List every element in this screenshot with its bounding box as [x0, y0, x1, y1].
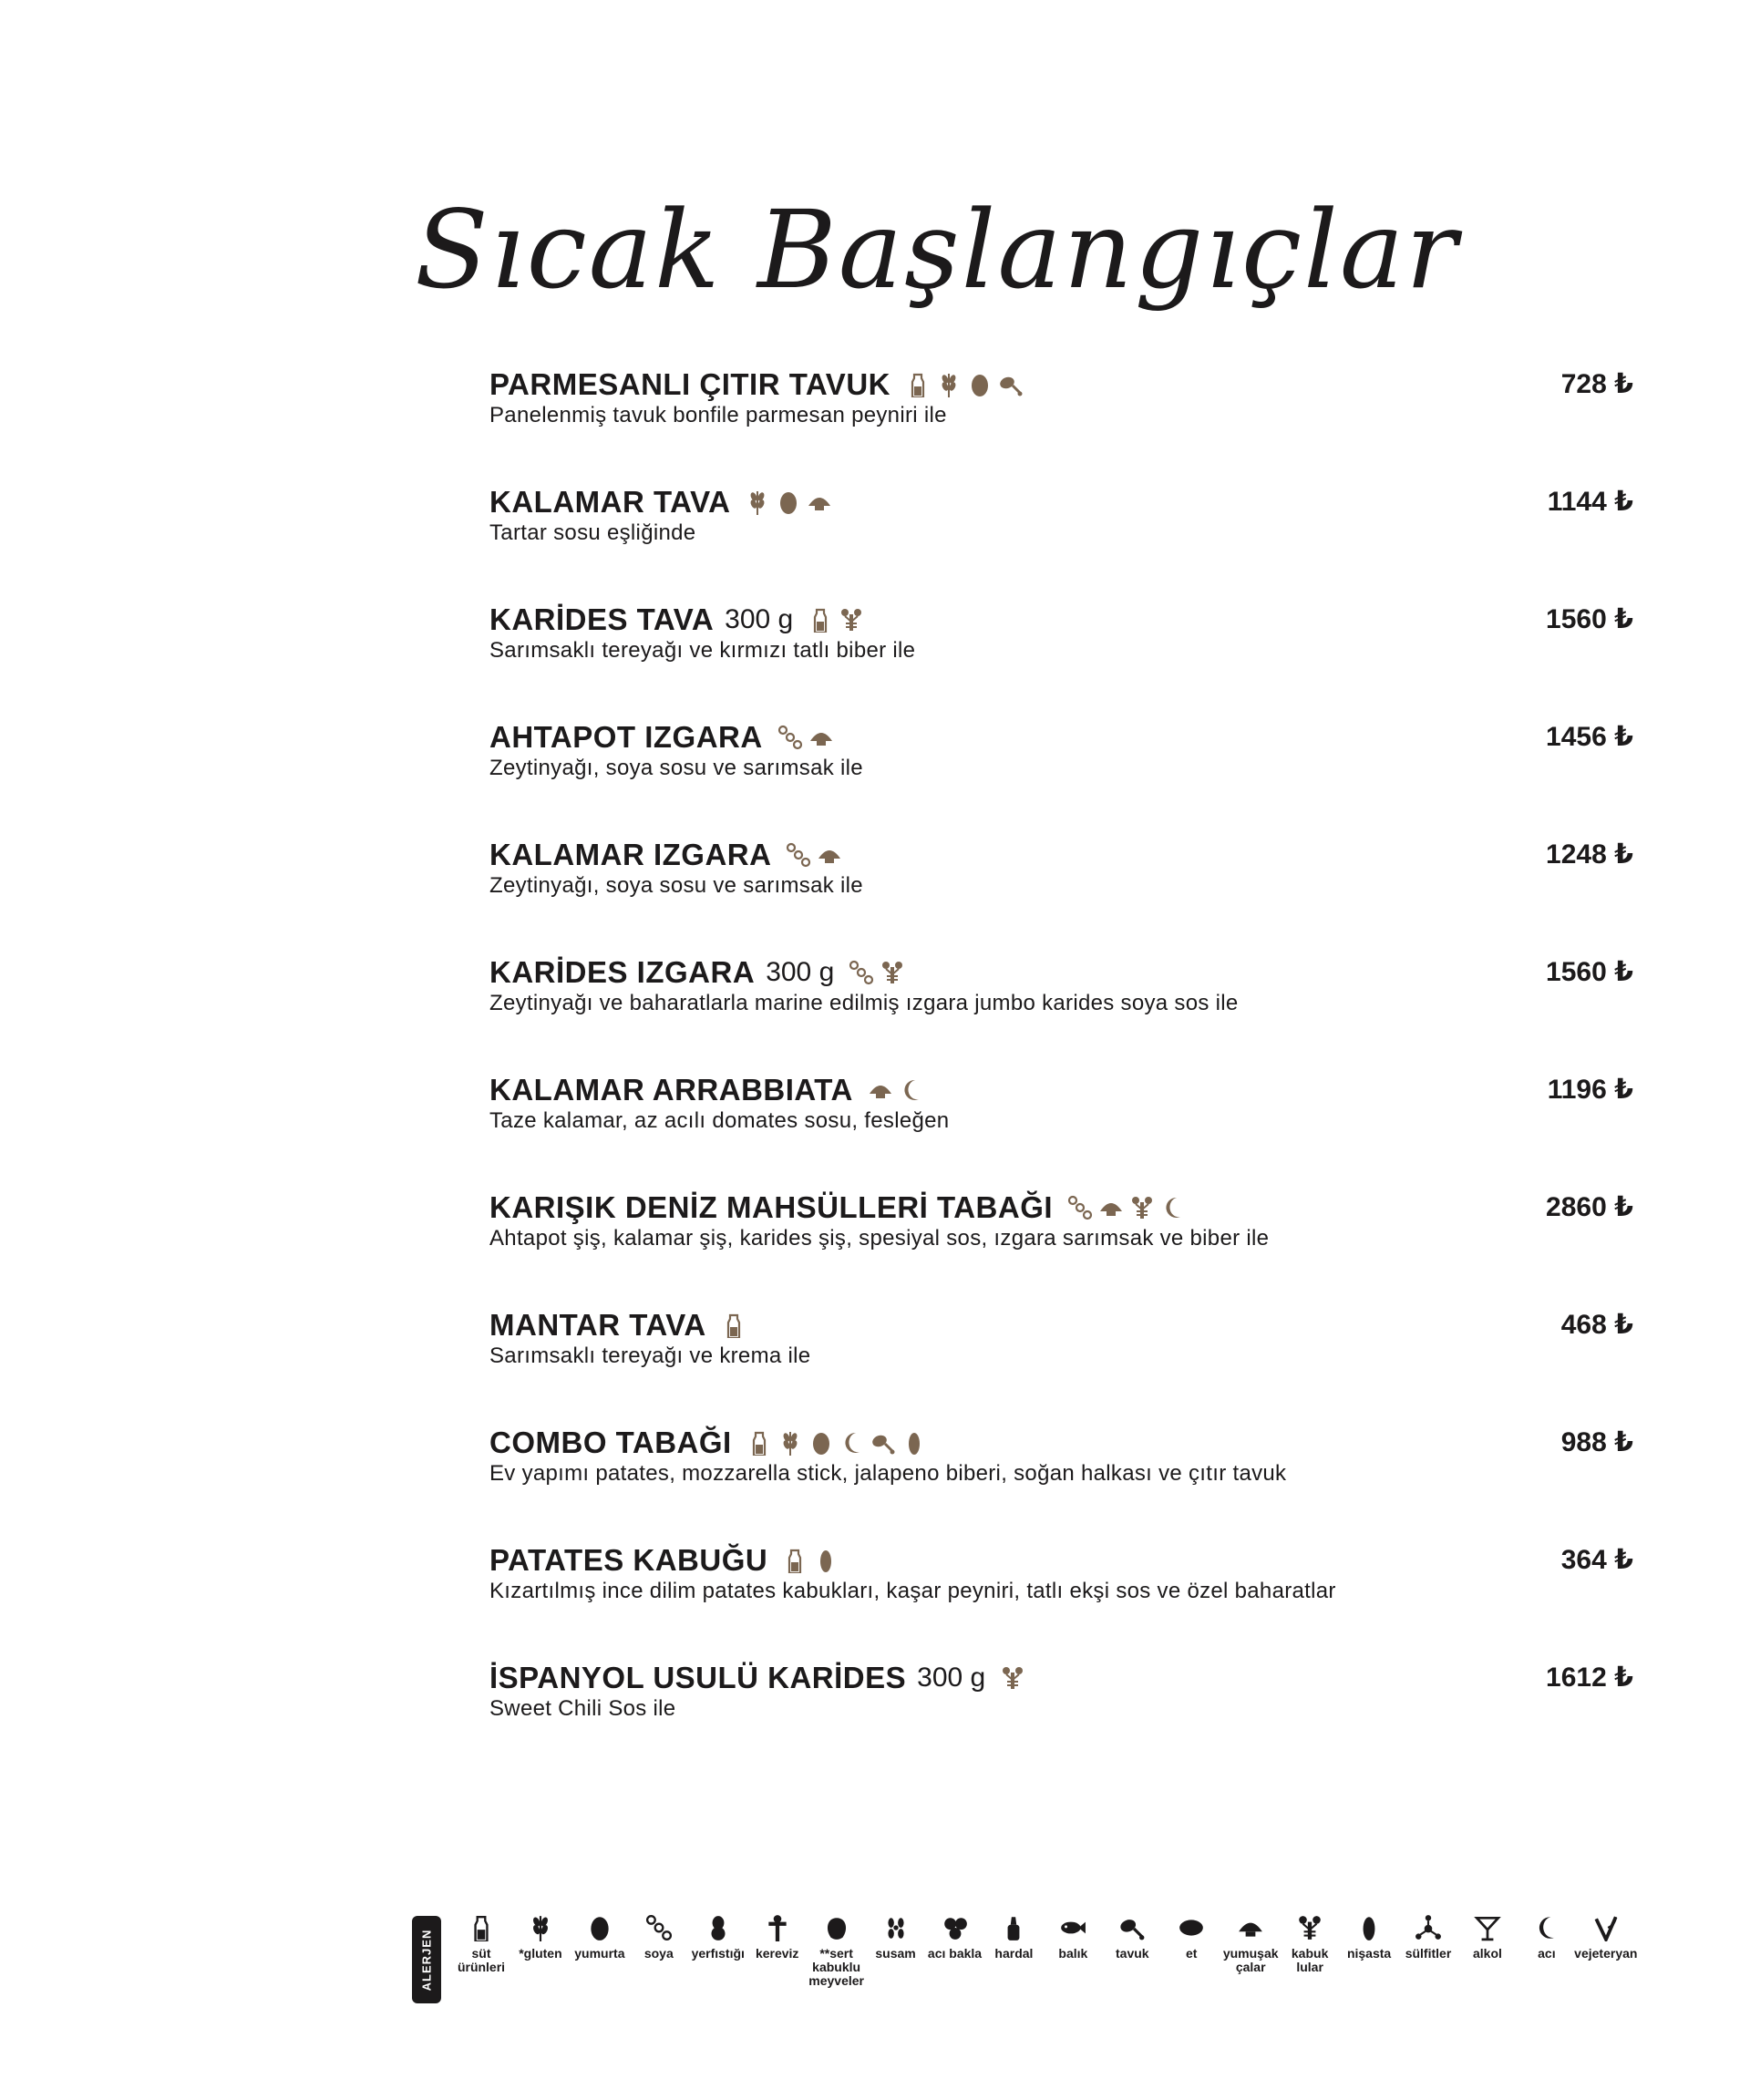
allergen-icons	[905, 372, 1024, 397]
menu-item-name: AHTAPOT IZGARA	[489, 720, 763, 754]
fish-icon	[1059, 1914, 1086, 1941]
meat-icon	[1178, 1914, 1205, 1941]
legend-label: sülfitler	[1405, 1946, 1452, 1961]
menu-item	[489, 835, 1633, 926]
menu-item-price: 1196 ₺	[1547, 1075, 1633, 1105]
menu-item-description: Sarımsaklı tereyağı ve krema ile	[489, 1343, 811, 1368]
menu-item-description: Panelenmiş tavuk bonfile parmesan peyniri ile	[489, 403, 947, 427]
menu-item	[489, 1540, 1633, 1632]
legend-label: kereviz	[755, 1946, 799, 1961]
menu-item-description: Ev yapımı patates, mozzarella stick, jalapeno biberi, soğan halkası ve çıtır tavuk	[489, 1461, 1287, 1486]
legend-label: susam	[875, 1946, 916, 1961]
wheat-icon	[777, 1430, 803, 1456]
menu-item-name: PARMESANLI ÇITIR TAVUK	[489, 367, 890, 401]
starch-icon	[1355, 1914, 1383, 1941]
chili-icon	[1533, 1914, 1560, 1941]
menu-item	[489, 1305, 1633, 1396]
menu-item-name: MANTAR TAVA	[489, 1308, 706, 1342]
legend-item	[1342, 1914, 1396, 1988]
legend-item	[691, 1914, 746, 1988]
legend-label: tavuk	[1116, 1946, 1149, 1961]
menu-item-price: 1612 ₺	[1546, 1662, 1633, 1693]
legend-label: süt ürünleri	[457, 1946, 506, 1974]
wheat-icon	[527, 1914, 554, 1941]
legend-item	[928, 1914, 983, 1988]
chili-icon	[1160, 1195, 1186, 1220]
allergen-icons	[777, 725, 834, 750]
allergen-legend-items	[454, 1914, 1638, 1988]
cocktail-icon	[1474, 1914, 1501, 1941]
menu-item-title-line	[489, 1540, 839, 1580]
legend-label: nişasta	[1346, 1946, 1392, 1961]
shell-icon	[1098, 1195, 1124, 1220]
menu-item	[489, 482, 1633, 573]
legend-label: alkol	[1472, 1946, 1502, 1961]
menu-item-title-line	[489, 1070, 924, 1110]
menu-item-name: KALAMAR ARRABBIATA	[489, 1073, 853, 1107]
peanut-icon	[705, 1914, 732, 1941]
menu-item-title-line	[489, 717, 834, 757]
lobster-icon	[1129, 1195, 1155, 1220]
menu-item	[489, 1188, 1633, 1279]
menu-item-price: 364 ₺	[1560, 1545, 1633, 1575]
menu-item-price: 1456 ₺	[1546, 722, 1633, 752]
legend-label: soya	[643, 1946, 674, 1961]
menu-item-price: 1560 ₺	[1546, 957, 1633, 987]
legend-item	[1574, 1914, 1638, 1988]
menu-item-description: Zeytinyağı ve baharatlarla marine edilmiş ızgara jumbo karides soya sos ile	[489, 991, 1239, 1015]
lupin-icon	[942, 1914, 969, 1941]
menu-item	[489, 952, 1633, 1044]
menu-item-title-line	[489, 1658, 1025, 1698]
soy-icon	[849, 960, 874, 985]
nut-icon	[823, 1914, 850, 1941]
menu-item-title-line	[489, 365, 1024, 405]
sulfite-icon	[1415, 1914, 1442, 1941]
allergen-icons	[1000, 1665, 1025, 1691]
menu-item-description: Kızartılmış ince dilim patates kabukları, kaşar peyniri, tatlı ekşi sos ve özel baharatlar	[489, 1579, 1336, 1603]
menu-item-title-line	[489, 1305, 746, 1345]
egg-icon	[586, 1914, 613, 1941]
legend-item	[572, 1914, 627, 1988]
shell-icon	[807, 489, 832, 515]
starch-icon	[813, 1548, 839, 1573]
vegan-icon	[1592, 1914, 1620, 1941]
menu-item-description: Zeytinyağı, soya sosu ve sarımsak ile	[489, 756, 863, 780]
menu-item-price: 1144 ₺	[1547, 487, 1633, 517]
menu-item-name: KALAMAR IZGARA	[489, 838, 772, 871]
sesame-icon	[882, 1914, 910, 1941]
menu-item-title-line	[489, 482, 832, 522]
soy-icon	[645, 1914, 673, 1941]
chicken-leg-icon	[1118, 1914, 1146, 1941]
legend-label: **sert kabuklu meyveler	[808, 1946, 864, 1988]
legend-item	[1045, 1914, 1100, 1988]
menu-item-title-line	[489, 1423, 927, 1463]
legend-item	[1460, 1914, 1515, 1988]
allergen-icons	[721, 1312, 746, 1338]
menu-item-description: Zeytinyağı, soya sosu ve sarımsak ile	[489, 873, 863, 898]
menu-item-description: Taze kalamar, az acılı domates sosu, fesleğen	[489, 1108, 950, 1133]
menu-item	[489, 600, 1633, 691]
legend-item	[632, 1914, 686, 1988]
starch-icon	[901, 1430, 927, 1456]
legend-item	[869, 1914, 923, 1988]
menu-item-name: COMBO TABAĞI	[489, 1426, 732, 1459]
legend-label: yumurta	[574, 1946, 625, 1961]
menu-item-name: KARIŞIK DENİZ MAHSÜLLERİ TABAĞI	[489, 1190, 1054, 1224]
legend-label: acı	[1538, 1946, 1556, 1961]
legend-label: acı bakla	[927, 1946, 983, 1961]
menu-item-price: 2860 ₺	[1546, 1192, 1633, 1222]
menu-item-weight: 300 g	[917, 1662, 986, 1693]
mustard-icon	[1000, 1914, 1027, 1941]
legend-label: *gluten	[519, 1946, 562, 1961]
legend-item	[1401, 1914, 1456, 1988]
allergen-icons	[808, 607, 864, 633]
menu-item-price: 728 ₺	[1560, 369, 1633, 399]
allergen-icons	[786, 842, 842, 868]
legend-item	[1223, 1914, 1278, 1988]
egg-icon	[776, 489, 801, 515]
milk-icon	[721, 1312, 746, 1338]
legend-item	[1519, 1914, 1574, 1988]
lobster-icon	[1000, 1665, 1025, 1691]
legend-item	[454, 1914, 509, 1988]
menu-item-description: Ahtapot şiş, kalamar şiş, karides şiş, spesiyal sos, ızgara sarımsak ve biber ile	[489, 1226, 1270, 1251]
legend-label: yumuşak çalar	[1222, 1946, 1279, 1974]
wheat-icon	[936, 372, 962, 397]
lobster-icon	[880, 960, 905, 985]
allergen-icons	[746, 1430, 927, 1456]
allergen-icons	[745, 489, 832, 515]
allergen-icons	[1067, 1195, 1186, 1220]
soy-icon	[1067, 1195, 1093, 1220]
egg-icon	[808, 1430, 834, 1456]
menu-item-price: 468 ₺	[1560, 1310, 1633, 1340]
menu-item-name: PATATES KABUĞU	[489, 1543, 768, 1577]
menu-item	[489, 1423, 1633, 1514]
wheat-icon	[745, 489, 770, 515]
legend-label: balık	[1058, 1946, 1088, 1961]
shell-icon	[868, 1077, 893, 1103]
legend-label: kabuk lular	[1291, 1946, 1329, 1974]
menu-item-price: 1560 ₺	[1546, 604, 1633, 634]
legend-label: et	[1186, 1946, 1198, 1961]
menu-item	[489, 1070, 1633, 1161]
milk-icon	[468, 1914, 495, 1941]
menu-item-title-line	[489, 952, 905, 993]
menu-item-weight: 300 g	[725, 604, 794, 634]
chicken-leg-icon	[998, 372, 1024, 397]
menu-item-name: İSPANYOL USULÜ KARİDES	[489, 1661, 907, 1694]
menu-item-title-line	[489, 1188, 1186, 1228]
legend-label: yerfıstığı	[691, 1946, 745, 1961]
legend-item	[986, 1914, 1041, 1988]
allergen-legend	[412, 1914, 1638, 2023]
legend-item	[1164, 1914, 1219, 1988]
menu-item	[489, 365, 1633, 456]
shell-icon	[817, 842, 842, 868]
shell-icon	[808, 725, 834, 750]
soy-icon	[777, 725, 803, 750]
menu-item-name: KALAMAR TAVA	[489, 485, 731, 519]
soy-icon	[786, 842, 811, 868]
lobster-icon	[1296, 1914, 1323, 1941]
legend-label: vejeteryan	[1574, 1946, 1638, 1961]
menu-item	[489, 717, 1633, 808]
egg-icon	[967, 372, 993, 397]
allergen-icons	[849, 960, 905, 985]
menu-item-title-line	[489, 835, 842, 875]
menu-item-name: KARİDES IZGARA	[489, 955, 756, 989]
milk-icon	[782, 1548, 808, 1573]
lobster-icon	[839, 607, 864, 633]
chili-icon	[899, 1077, 924, 1103]
milk-icon	[808, 607, 833, 633]
legend-item	[1105, 1914, 1159, 1988]
allergen-icons	[782, 1548, 839, 1573]
allergen-icons	[868, 1077, 924, 1103]
section-title: Sıcak Başlangıçlar	[415, 187, 1459, 313]
chili-icon	[839, 1430, 865, 1456]
legend-item	[750, 1914, 805, 1988]
menu-item-title-line	[489, 600, 864, 640]
legend-item	[809, 1914, 864, 1988]
menu-item-name: KARİDES TAVA	[489, 602, 715, 636]
allergen-badge-label: ALERJEN	[419, 1929, 434, 1991]
menu-item-description: Sarımsaklı tereyağı ve kırmızı tatlı biber ile	[489, 638, 916, 663]
legend-item	[513, 1914, 568, 1988]
legend-item	[1282, 1914, 1337, 1988]
milk-icon	[905, 372, 931, 397]
menu-item-price: 988 ₺	[1560, 1427, 1633, 1457]
chicken-leg-icon	[870, 1430, 896, 1456]
menu-item-description: Tartar sosu eşliğinde	[489, 520, 696, 545]
legend-label: hardal	[994, 1946, 1034, 1961]
menu-item-price: 1248 ₺	[1546, 839, 1633, 870]
celery-icon	[764, 1914, 791, 1941]
menu-item-weight: 300 g	[766, 957, 835, 987]
menu-item-description: Sweet Chili Sos ile	[489, 1696, 676, 1721]
menu-item	[489, 1658, 1633, 1749]
allergen-badge	[412, 1916, 441, 2003]
milk-icon	[746, 1430, 772, 1456]
shell-icon	[1237, 1914, 1264, 1941]
